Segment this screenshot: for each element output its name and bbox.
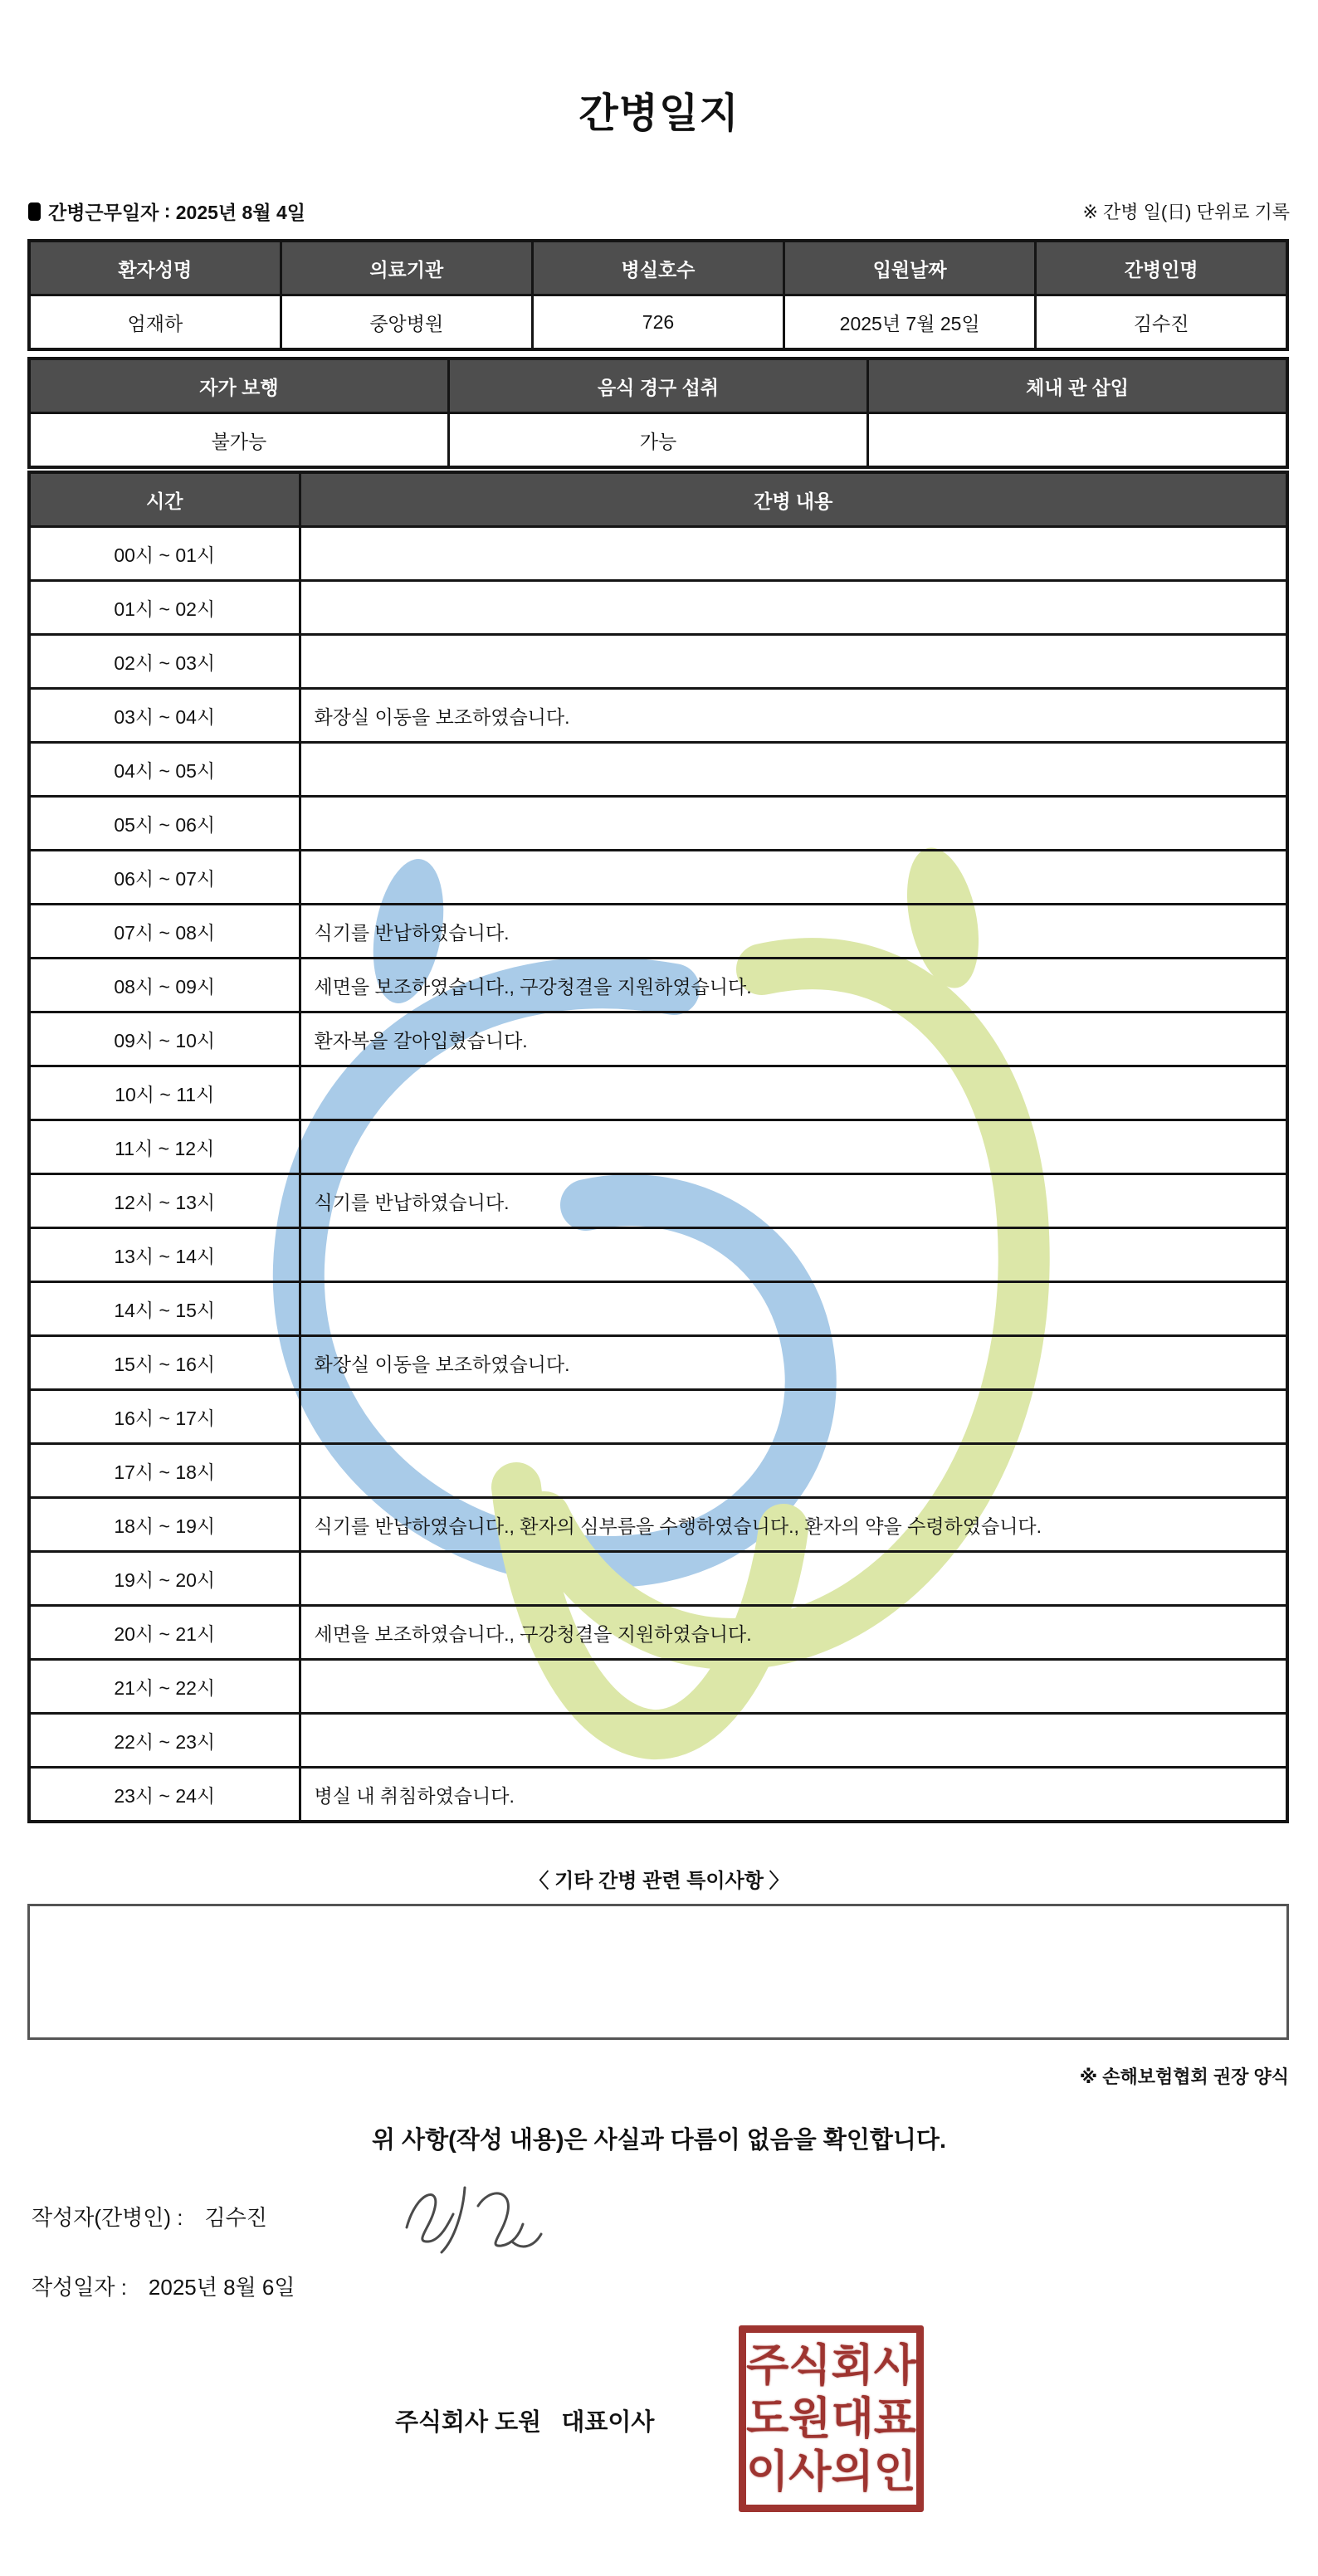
time-slot-cell: 23시 ~ 24시 bbox=[29, 1768, 300, 1822]
room-number-value: 726 bbox=[532, 295, 783, 350]
care-content-cell bbox=[300, 1228, 1287, 1282]
care-log-row bbox=[29, 1714, 1287, 1768]
patient-value-row bbox=[29, 295, 1287, 350]
page-title: 간병일지 bbox=[578, 91, 740, 136]
care-log-row bbox=[29, 905, 1287, 959]
admission-date-value: 2025년 7월 25일 bbox=[784, 295, 1036, 350]
care-content-cell bbox=[300, 635, 1287, 689]
work-date-label: 간병근무일자 bbox=[48, 202, 159, 223]
col-header-patient-name: 환자성명 bbox=[29, 241, 281, 295]
time-slot-cell: 06시 ~ 07시 bbox=[29, 851, 300, 905]
col-header-self-walking: 자가 보행 bbox=[29, 359, 448, 413]
care-content-cell: 식기를 반납하였습니다. bbox=[300, 905, 1287, 959]
care-log-row bbox=[29, 689, 1287, 743]
col-header-oral-intake: 음식 경구 섭취 bbox=[448, 359, 867, 413]
care-log-row bbox=[29, 743, 1287, 797]
write-date-label: 작성일자 : bbox=[32, 2275, 127, 2300]
time-slot-cell: 09시 ~ 10시 bbox=[29, 1012, 300, 1066]
bullet-square-icon bbox=[28, 202, 41, 221]
time-slot-cell: 05시 ~ 06시 bbox=[29, 797, 300, 851]
care-log-row bbox=[29, 1336, 1287, 1390]
writer-label: 작성자(간병인) : bbox=[32, 2205, 183, 2230]
stamp-line-2: 도원대표 bbox=[746, 2393, 916, 2443]
time-slot-cell: 03시 ~ 04시 bbox=[29, 689, 300, 743]
work-date-line bbox=[28, 198, 305, 225]
time-slot-cell: 18시 ~ 19시 bbox=[29, 1498, 300, 1552]
care-log-row bbox=[29, 1768, 1287, 1822]
oral-intake-value: 가능 bbox=[448, 413, 867, 468]
care-log-row bbox=[29, 1282, 1287, 1336]
care-content-cell bbox=[300, 1714, 1287, 1768]
time-slot-cell: 02시 ~ 03시 bbox=[29, 635, 300, 689]
care-content-cell bbox=[300, 743, 1287, 797]
col-header-time: 시간 bbox=[29, 472, 300, 527]
care-content-cell: 환자복을 갈아입혔습니다. bbox=[300, 1012, 1287, 1066]
col-header-care-content: 간병 내용 bbox=[300, 472, 1287, 527]
care-content-cell: 화장실 이동을 보조하였습니다. bbox=[300, 689, 1287, 743]
internal-tube-value bbox=[868, 413, 1287, 468]
time-slot-cell: 22시 ~ 23시 bbox=[29, 1714, 300, 1768]
care-log-row bbox=[29, 1066, 1287, 1120]
patient-name-value: 엄재하 bbox=[29, 295, 281, 350]
col-header-caregiver-name: 간병인명 bbox=[1036, 241, 1287, 295]
care-log-row bbox=[29, 635, 1287, 689]
care-content-cell bbox=[300, 581, 1287, 635]
time-slot-cell: 19시 ~ 20시 bbox=[29, 1552, 300, 1606]
confirmation-statement: 위 사항(작성 내용)은 사실과 다름이 없음을 확인합니다. bbox=[371, 2127, 947, 2154]
special-notes-heading: 〈 기타 간병 관련 특이사항 〉 bbox=[529, 1870, 789, 1892]
writer-name: 김수진 bbox=[204, 2205, 267, 2230]
patient-info-table bbox=[27, 239, 1289, 351]
col-header-admission-date: 입원날짜 bbox=[784, 241, 1036, 295]
care-content-cell bbox=[300, 1066, 1287, 1120]
care-content-cell: 식기를 반납하였습니다. bbox=[300, 1174, 1287, 1228]
care-content-cell bbox=[300, 1282, 1287, 1336]
self-walking-value: 불가능 bbox=[29, 413, 448, 468]
care-log-row bbox=[29, 1606, 1287, 1660]
time-slot-cell: 13시 ~ 14시 bbox=[29, 1228, 300, 1282]
info-line bbox=[28, 198, 1290, 225]
care-log-row bbox=[29, 851, 1287, 905]
patient-status-table bbox=[27, 357, 1289, 469]
care-content-cell bbox=[300, 851, 1287, 905]
special-notes-box bbox=[27, 1904, 1289, 2040]
col-header-internal-tube: 체내 관 삽입 bbox=[868, 359, 1287, 413]
care-log-row bbox=[29, 959, 1287, 1012]
care-content-cell bbox=[300, 1660, 1287, 1714]
write-date-line bbox=[32, 2271, 295, 2301]
col-header-room-number: 병실호수 bbox=[532, 241, 783, 295]
time-slot-cell: 21시 ~ 22시 bbox=[29, 1660, 300, 1714]
signature bbox=[392, 2176, 574, 2259]
stamp-line-3: 이사의인 bbox=[746, 2447, 916, 2496]
time-slot-cell: 10시 ~ 11시 bbox=[29, 1066, 300, 1120]
writer-line bbox=[32, 2201, 267, 2232]
corporate-seal-stamp bbox=[739, 2325, 924, 2512]
care-content-cell bbox=[300, 1120, 1287, 1174]
care-log-row bbox=[29, 1120, 1287, 1174]
care-content-cell: 세면을 보조하였습니다., 구강청결을 지원하였습니다. bbox=[300, 1606, 1287, 1660]
medical-institution-value: 중앙병원 bbox=[281, 295, 532, 350]
stamp-line-1: 주식회사 bbox=[746, 2340, 916, 2390]
care-content-cell: 식기를 반납하였습니다., 환자의 심부름을 수행하였습니다., 환자의 약을 수령하였습니다. bbox=[300, 1498, 1287, 1552]
status-value-row bbox=[29, 413, 1287, 468]
status-header-row bbox=[29, 359, 1287, 413]
time-slot-cell: 20시 ~ 21시 bbox=[29, 1606, 300, 1660]
care-content-cell bbox=[300, 527, 1287, 581]
care-content-cell bbox=[300, 1552, 1287, 1606]
unit-note: ※ 간병 일(日) 단위로 기록 bbox=[1082, 202, 1290, 222]
time-slot-cell: 01시 ~ 02시 bbox=[29, 581, 300, 635]
care-log-header-row bbox=[29, 472, 1287, 527]
write-date-value: 2025년 8월 6일 bbox=[148, 2275, 295, 2300]
time-slot-cell: 11시 ~ 12시 bbox=[29, 1120, 300, 1174]
time-slot-cell: 14시 ~ 15시 bbox=[29, 1282, 300, 1336]
care-log-table bbox=[27, 471, 1289, 1823]
patient-header-row bbox=[29, 241, 1287, 295]
recommended-form-note: ※ 손해보험협회 권장 양식 bbox=[1079, 2066, 1289, 2087]
care-content-cell: 화장실 이동을 보조하였습니다. bbox=[300, 1336, 1287, 1390]
col-header-medical-institution: 의료기관 bbox=[281, 241, 532, 295]
care-content-cell bbox=[300, 797, 1287, 851]
care-content-cell: 세면을 보조하였습니다., 구강청결을 지원하였습니다. bbox=[300, 959, 1287, 1012]
care-log-row bbox=[29, 1660, 1287, 1714]
time-slot-cell: 07시 ~ 08시 bbox=[29, 905, 300, 959]
care-log-row bbox=[29, 1174, 1287, 1228]
care-content-cell bbox=[300, 1444, 1287, 1498]
care-content-cell bbox=[300, 1390, 1287, 1444]
care-log-row bbox=[29, 1444, 1287, 1498]
time-slot-cell: 00시 ~ 01시 bbox=[29, 527, 300, 581]
care-log-row bbox=[29, 1552, 1287, 1606]
time-slot-cell: 16시 ~ 17시 bbox=[29, 1390, 300, 1444]
time-slot-cell: 17시 ~ 18시 bbox=[29, 1444, 300, 1498]
care-log-row bbox=[29, 1498, 1287, 1552]
care-content-cell: 병실 내 취침하였습니다. bbox=[300, 1768, 1287, 1822]
time-slot-cell: 15시 ~ 16시 bbox=[29, 1336, 300, 1390]
company-ceo-line: 주식회사 도원 대표이사 bbox=[395, 2409, 655, 2436]
care-log-row bbox=[29, 581, 1287, 635]
care-log-row bbox=[29, 527, 1287, 581]
care-log-row bbox=[29, 797, 1287, 851]
care-log-row bbox=[29, 1390, 1287, 1444]
work-date-value: 2025년 8월 4일 bbox=[175, 202, 305, 223]
caregiver-name-value: 김수진 bbox=[1036, 295, 1287, 350]
time-slot-cell: 12시 ~ 13시 bbox=[29, 1174, 300, 1228]
care-log-row bbox=[29, 1012, 1287, 1066]
work-date-separator: : bbox=[159, 200, 176, 222]
time-slot-cell: 04시 ~ 05시 bbox=[29, 743, 300, 797]
time-slot-cell: 08시 ~ 09시 bbox=[29, 959, 300, 1012]
care-log-row bbox=[29, 1228, 1287, 1282]
